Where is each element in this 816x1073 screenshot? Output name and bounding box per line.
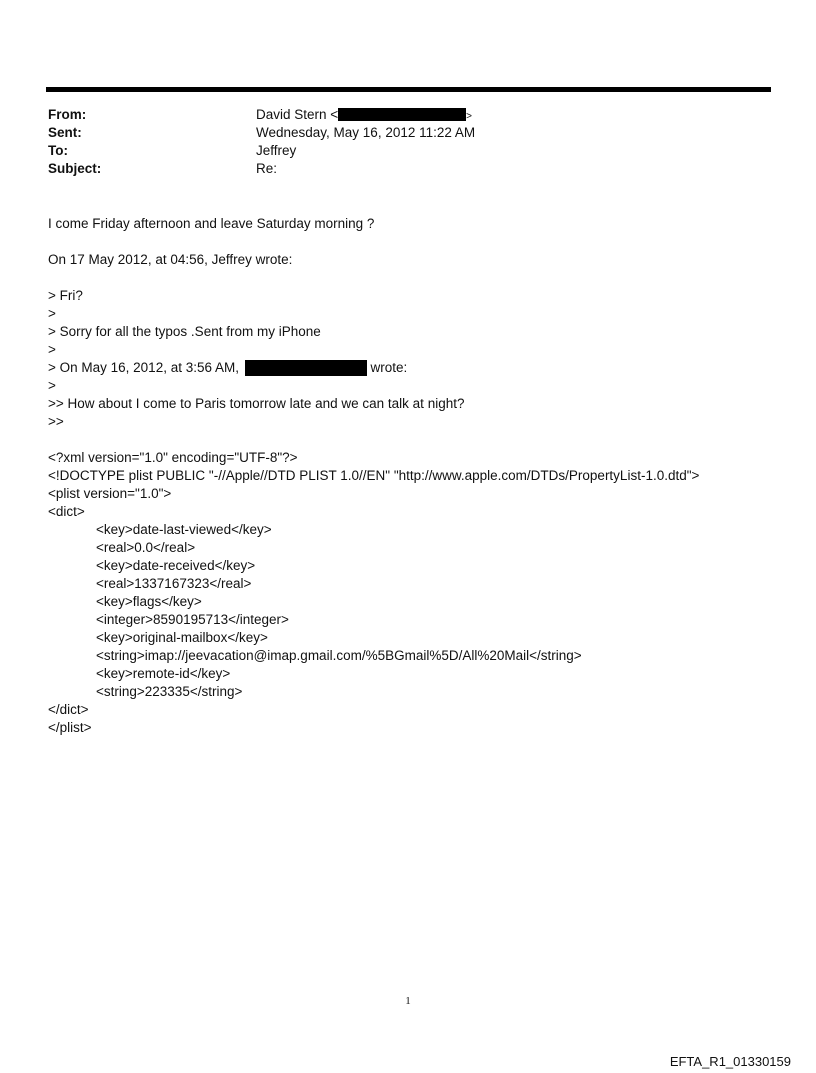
blank-line bbox=[48, 269, 778, 287]
email-body bbox=[48, 215, 778, 737]
to-value: Jeffrey bbox=[256, 143, 297, 158]
body-line: I come Friday afternoon and leave Saturday morning ? bbox=[48, 216, 375, 231]
plist-entry: <string>223335</string> bbox=[96, 684, 243, 699]
plist-entry: <key>date-last-viewed</key> bbox=[96, 522, 272, 537]
quoted-line: >> How about I come to Paris tomorrow late and we can talk at night? bbox=[48, 396, 465, 411]
subject-value: Re: bbox=[256, 161, 278, 176]
from-close-bracket: > bbox=[466, 111, 473, 122]
subject-label: Subject: bbox=[48, 161, 102, 176]
plist-entry: <key>remote-id</key> bbox=[96, 666, 231, 681]
plist-entry: <string>imap://jeevacation@imap.gmail.com/%5BGmail%5D/All%20Mail</string> bbox=[96, 648, 582, 663]
blank-line bbox=[48, 233, 778, 251]
plist-doctype: <!DOCTYPE plist PUBLIC "-//Apple//DTD PLIST 1.0//EN" "http://www.apple.com/DTDs/PropertyList-1.0.dtd"> bbox=[48, 468, 700, 483]
blank-line bbox=[48, 431, 778, 449]
quoted-attribution-start: > On May 16, 2012, at 3:56 AM, bbox=[48, 360, 243, 375]
plist-entry: <key>flags</key> bbox=[96, 594, 202, 609]
quoted-line: > bbox=[48, 342, 56, 357]
header-divider bbox=[46, 87, 771, 92]
plist-open-tag: <plist version="1.0"> bbox=[48, 486, 172, 501]
to-label: To: bbox=[48, 143, 68, 158]
quote-attribution: On 17 May 2012, at 04:56, Jeffrey wrote: bbox=[48, 252, 293, 267]
quoted-line: >> bbox=[48, 414, 64, 429]
dict-close-tag: </dict> bbox=[48, 702, 89, 717]
redacted-email-block bbox=[338, 108, 466, 121]
quoted-line: > Fri? bbox=[48, 288, 83, 303]
from-name: David Stern < bbox=[256, 107, 339, 122]
plist-xml-declaration: <?xml version="1.0" encoding="UTF-8"?> bbox=[48, 450, 298, 465]
quoted-line: > bbox=[48, 306, 56, 321]
plist-entry: <real>1337167323</real> bbox=[96, 576, 252, 591]
from-value bbox=[256, 106, 472, 126]
plist-entry: <key>date-received</key> bbox=[96, 558, 256, 573]
plist-entry: <integer>8590195713</integer> bbox=[96, 612, 289, 627]
document-id: EFTA_R1_01330159 bbox=[669, 1054, 791, 1069]
quoted-line: > bbox=[48, 378, 56, 393]
sent-value: Wednesday, May 16, 2012 11:22 AM bbox=[256, 125, 476, 140]
redacted-name-block bbox=[245, 360, 367, 376]
plist-entry: <real>0.0</real> bbox=[96, 540, 196, 555]
plist-entry: <key>original-mailbox</key> bbox=[96, 630, 268, 645]
quoted-attribution-end: wrote: bbox=[366, 360, 408, 375]
from-label: From: bbox=[48, 107, 87, 122]
quoted-attribution-line bbox=[48, 359, 778, 377]
dict-open-tag: <dict> bbox=[48, 504, 85, 519]
quoted-line: > Sorry for all the typos .Sent from my iPhone bbox=[48, 324, 321, 339]
sent-label: Sent: bbox=[48, 125, 82, 140]
plist-close-tag: </plist> bbox=[48, 720, 92, 735]
page-number: 1 bbox=[405, 995, 411, 1007]
